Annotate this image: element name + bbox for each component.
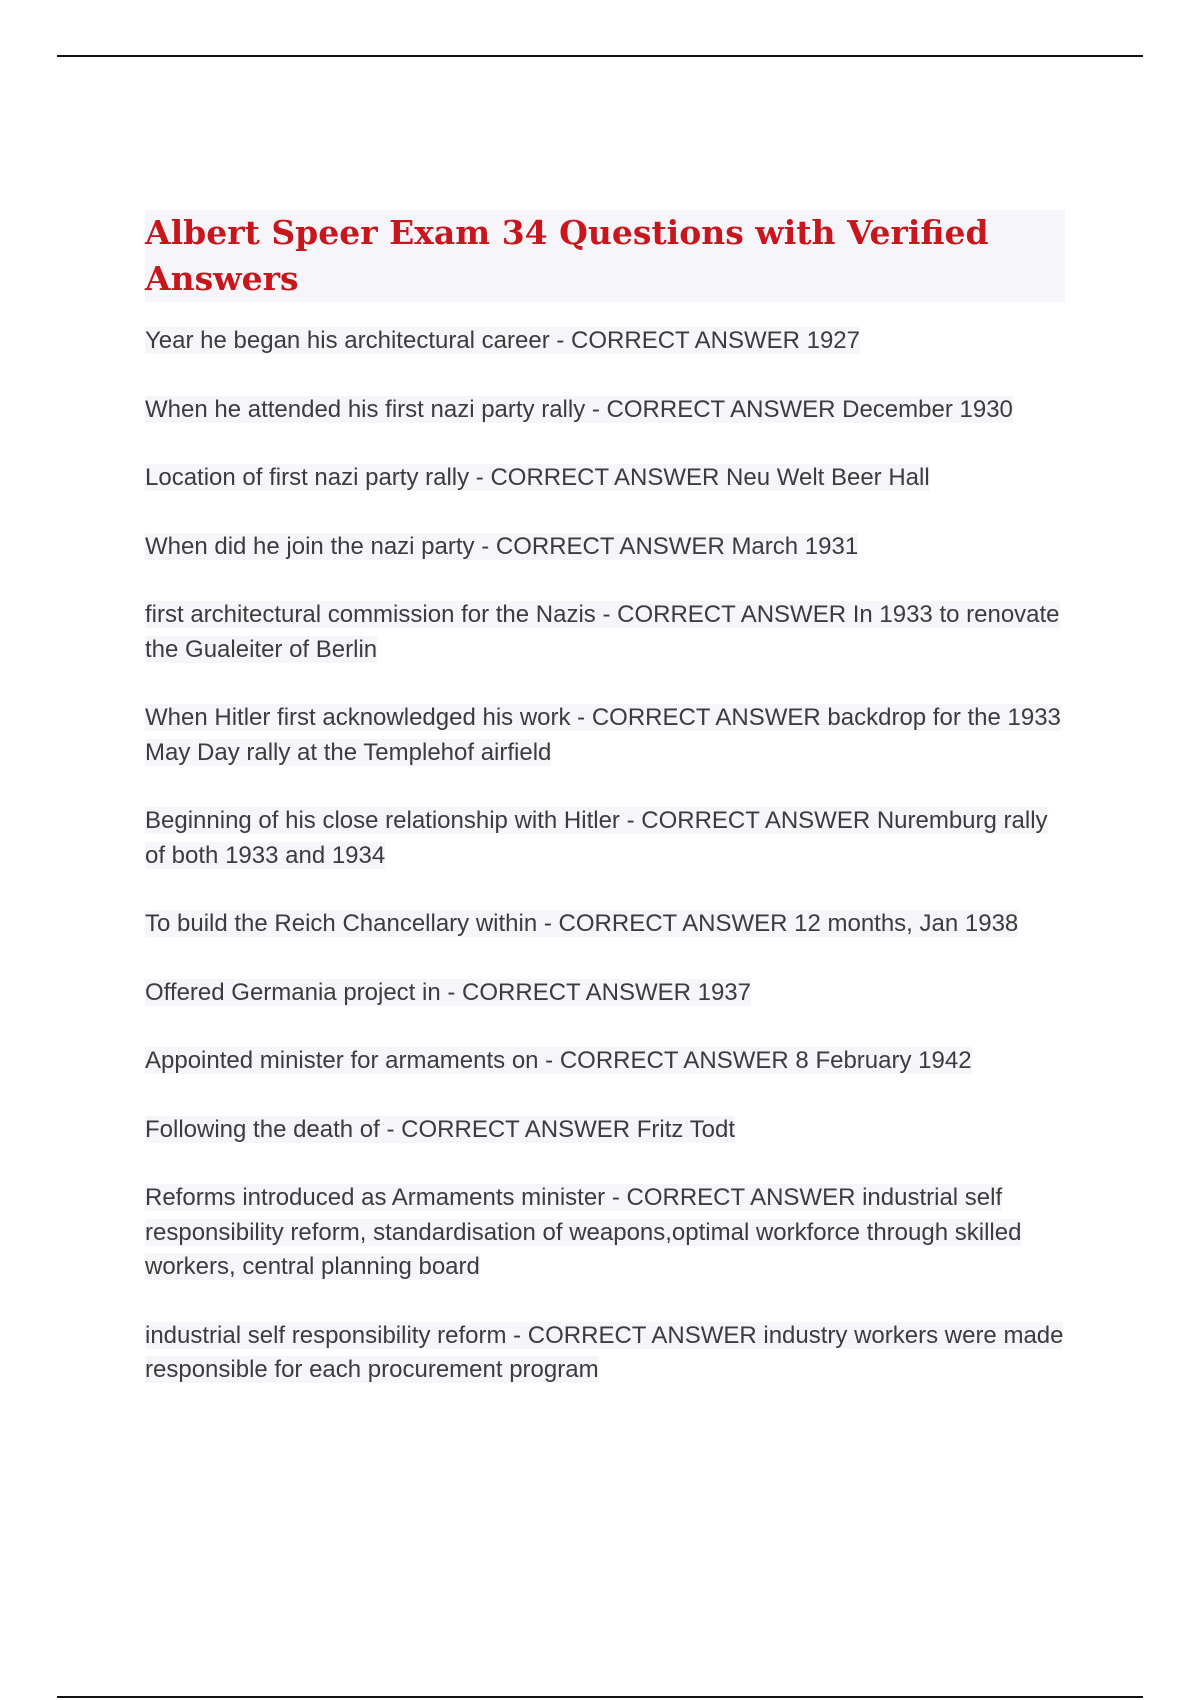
qa-item (145, 804, 1065, 873)
qa-item (145, 1319, 1065, 1388)
qa-text: industrial self responsibility reform - CORRECT ANSWER industry workers were made responsible for each procurement program (145, 1321, 1064, 1383)
qa-text: To build the Reich Chancellary within - CORRECT ANSWER 12 months, Jan 1938 (145, 910, 1019, 937)
qa-text: first architectural commission for the Nazis - CORRECT ANSWER In 1933 to renovate the Gualeiter of Berlin (145, 601, 1060, 663)
qa-text: Year he began his architectural career - CORRECT ANSWER 1927 (145, 327, 860, 354)
qa-item (145, 598, 1065, 667)
qa-item (145, 1181, 1065, 1285)
qa-item (145, 1113, 1065, 1148)
qa-item (145, 1044, 1065, 1079)
qa-text: Reforms introduced as Armaments minister - CORRECT ANSWER industrial self responsibility reform, standardisation of weapons,optimal workforce through skilled workers, central planning board (145, 1184, 1022, 1280)
qa-item (145, 976, 1065, 1011)
document-content (145, 210, 1065, 1422)
qa-text: Appointed minister for armaments on - CORRECT ANSWER 8 February 1942 (145, 1047, 972, 1074)
top-rule (57, 55, 1143, 57)
qa-item (145, 701, 1065, 770)
qa-text: Offered Germania project in - CORRECT ANSWER 1937 (145, 978, 751, 1006)
qa-text: When he attended his first nazi party rally - CORRECT ANSWER December 1930 (145, 395, 1013, 423)
qa-text: Location of first nazi party rally - CORRECT ANSWER Neu Welt Beer Hall (145, 464, 930, 491)
bottom-rule (57, 1696, 1143, 1698)
qa-list (145, 324, 1065, 1388)
qa-text: When Hitler first acknowledged his work - CORRECT ANSWER backdrop for the 1933 May Day rally at the Templehof airfield (145, 704, 1061, 766)
qa-text: Following the death of - CORRECT ANSWER Fritz Todt (145, 1115, 735, 1143)
qa-item (145, 461, 1065, 496)
qa-item (145, 530, 1065, 565)
qa-item (145, 907, 1065, 942)
document-title: Albert Speer Exam 34 Questions with Verified Answers (145, 210, 1065, 302)
qa-item (145, 393, 1065, 428)
qa-text: Beginning of his close relationship with Hitler - CORRECT ANSWER Nuremburg rally of both 1933 and 1934 (145, 807, 1048, 869)
qa-text: When did he join the nazi party - CORRECT ANSWER March 1931 (145, 532, 859, 560)
qa-item (145, 324, 1065, 359)
